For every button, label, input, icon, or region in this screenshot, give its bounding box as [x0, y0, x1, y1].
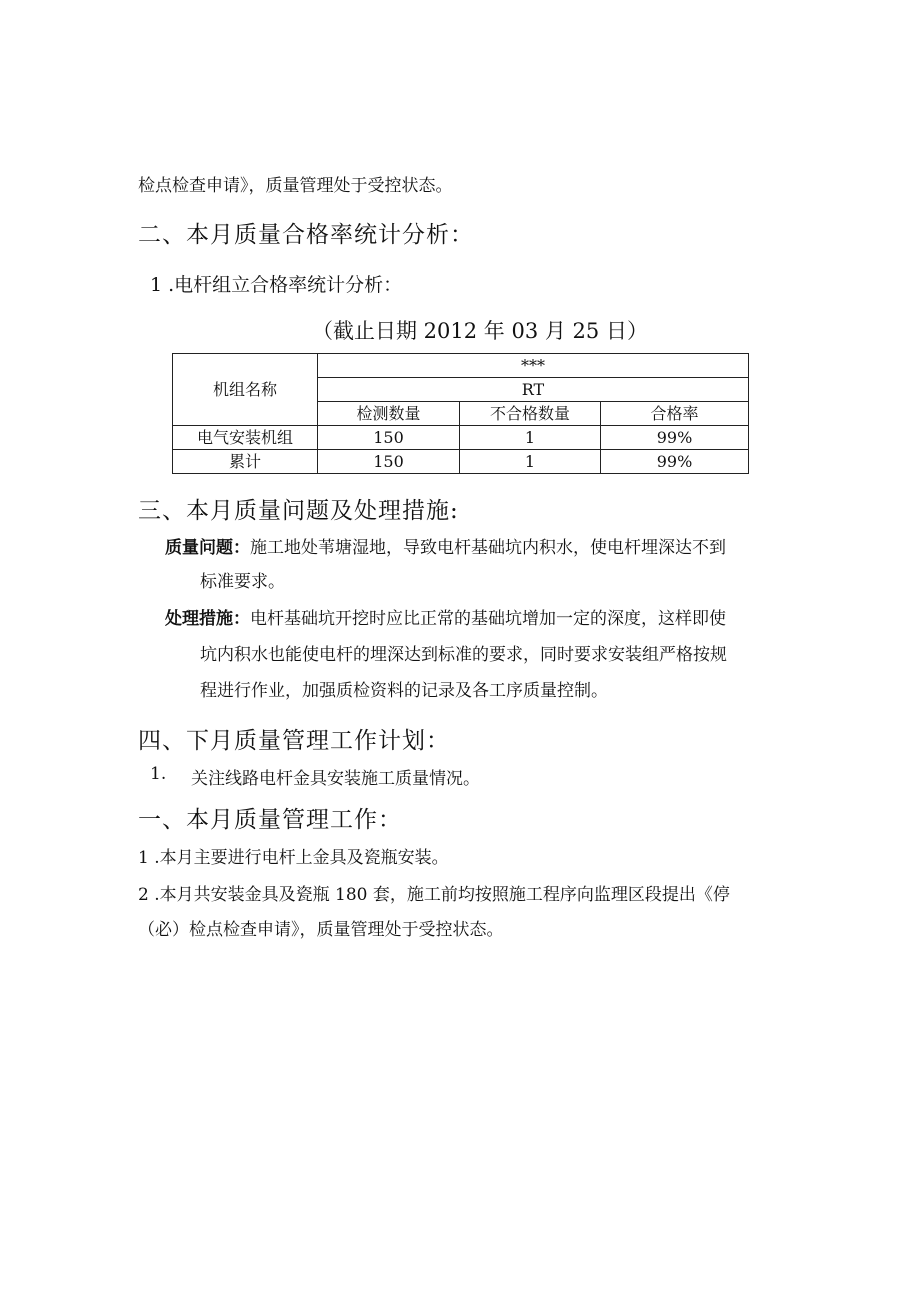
table-cell-rate: 99%: [601, 450, 749, 474]
problem-paragraph-line: [165, 533, 726, 558]
measure-paragraph-line: 程进行作业，加强质检资料的记录及各工序质量控制。: [200, 681, 608, 701]
problem-paragraph-line: 标准要求。: [200, 572, 285, 592]
measure-text: 电杆基础坑开挖时应比正常的基础坑增加一定的深度，这样即使: [250, 609, 726, 629]
section-1-heading: 一、本月质量管理工作：: [138, 807, 402, 833]
measure-paragraph-line: [165, 604, 726, 629]
table-header-unit-name: 机组名称: [173, 354, 318, 426]
measure-label: 处理措施：: [165, 609, 250, 629]
body-text-line: 检点检查申请》，质量管理处于受控状态。: [138, 176, 453, 196]
measure-paragraph-line: 坑内积水也能使电杆的埋深达到标准的要求，同时要求安装组严格按规: [200, 645, 727, 665]
table-col-header: 不合格数量: [460, 402, 601, 426]
problem-label: 质量问题：: [165, 538, 250, 558]
table-header-row: [173, 354, 749, 378]
table-cell-count: 150: [318, 450, 460, 474]
table-row: [173, 426, 749, 450]
table-cell-rate: 99%: [601, 426, 749, 450]
table-cell-name: 累计: [173, 450, 318, 474]
table-row: [173, 450, 749, 474]
list-item-text: 关注线路电杆金具安装施工质量情况。: [191, 769, 480, 789]
problem-text: 施工地处苇塘湿地，导致电杆基础坑内积水，使电杆埋深达不到: [250, 538, 726, 558]
qualification-rate-table: [172, 353, 749, 474]
table-sub-header: RT: [318, 378, 749, 402]
table-cell-fail: 1: [460, 426, 601, 450]
table-col-header: 合格率: [601, 402, 749, 426]
section-3-heading: 三、本月质量问题及处理措施:: [138, 498, 459, 524]
table-cell-count: 150: [318, 426, 460, 450]
table-cell-fail: 1: [460, 450, 601, 474]
section-4-heading: 四、下月质量管理工作计划：: [138, 728, 450, 754]
section-2-heading: 二、本月质量合格率统计分析：: [138, 222, 474, 248]
table-col-header: 检测数量: [318, 402, 460, 426]
list-item: 2 .本月共安装金具及瓷瓶 180 套，施工前均按照施工程序向监理区段提出《停: [138, 885, 730, 905]
table-group-header: ***: [318, 354, 749, 378]
list-item: 1 .本月主要进行电杆上金具及瓷瓶安装。: [138, 848, 449, 868]
subsection-heading: 1 .电杆组立合格率统计分析：: [150, 274, 403, 296]
cutoff-date-note: （截止日期 2012 年 03 月 25 日）: [312, 319, 648, 343]
list-item-number: 1.: [150, 764, 167, 784]
table-cell-name: 电气安装机组: [173, 426, 318, 450]
list-item-continuation: （必）检点检查申请》，质量管理处于受控状态。: [138, 920, 504, 940]
